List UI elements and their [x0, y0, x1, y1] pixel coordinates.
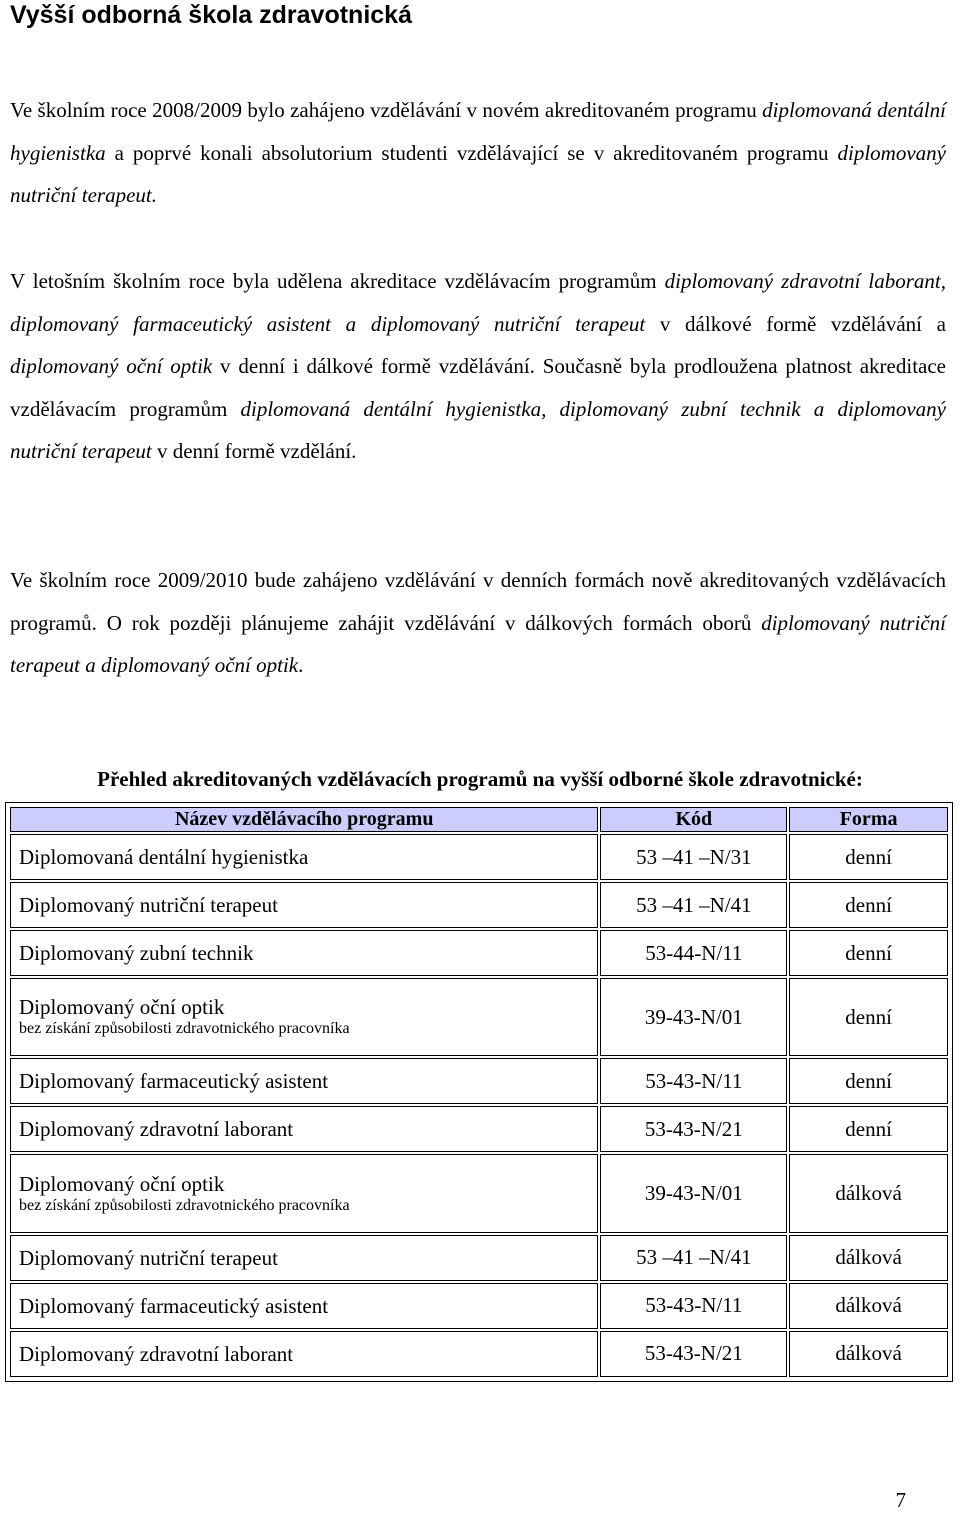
program-name-text: Diplomovaný zdravotní laborant	[19, 1117, 294, 1142]
program-name-text: Diplomovaný oční optik	[19, 1171, 225, 1196]
paragraph-2-text-c: v dálkové formě vzdělávání a	[645, 311, 946, 336]
program-code: 39-43-N/01	[600, 978, 787, 1056]
table-row	[10, 1331, 948, 1377]
table-row	[10, 978, 948, 1056]
table-row	[10, 834, 948, 880]
program-form: dálková	[789, 1331, 948, 1377]
program-name	[10, 1106, 598, 1152]
program-name-text: Diplomovaný oční optik	[19, 995, 225, 1020]
program-form: denní	[789, 1058, 948, 1104]
program-code: 53-43-N/21	[600, 1331, 787, 1377]
paragraph-3-text-a: Ve školním roce 2009/2010 bude zahájeno vzdělávání v denních formách nově akreditovaných vzdělávacích programů. O rok později plánujeme zahájit vzdělávání v dálkových formách oborů	[10, 568, 946, 635]
paragraph-2-italic-d: diplomovaný oční optik	[10, 354, 213, 378]
table-row	[10, 1154, 948, 1232]
program-name-text: Diplomovaný zubní technik	[19, 941, 254, 966]
program-code: 53-43-N/21	[600, 1106, 787, 1152]
program-code: 53 –41 –N/41	[600, 882, 787, 928]
program-code: 53 –41 –N/41	[600, 1235, 787, 1281]
paragraph-2-italic-b: diplomovaný zdravotní laborant, diplomovaný farmaceutický asistent a diplomovaný nutriční terapeut	[10, 269, 947, 336]
table-row	[10, 882, 948, 928]
program-name	[10, 1154, 598, 1232]
program-name-text: Diplomovaný nutriční terapeut	[19, 1245, 278, 1270]
paragraph-1-italic-d: diplomovaný nutriční terapeut.	[10, 140, 946, 207]
page-heading: Vyšší odborná škola zdravotnická	[10, 1, 412, 29]
table-row	[10, 1058, 948, 1104]
paragraph-1-text-a: Ve školním roce 2008/2009 bylo zahájeno vzdělávání v novém akreditovaném programu	[10, 98, 763, 122]
program-form: denní	[789, 930, 948, 976]
table-row	[10, 1235, 948, 1281]
table-header-row	[10, 807, 948, 832]
program-form: denní	[789, 834, 948, 880]
program-name	[10, 978, 598, 1056]
program-name	[10, 882, 598, 928]
paragraph-3	[10, 559, 946, 687]
program-code: 53-43-N/11	[600, 1283, 787, 1329]
page-number: 7	[895, 1488, 906, 1512]
program-name	[10, 1058, 598, 1104]
program-form: dálková	[789, 1235, 948, 1281]
program-name	[10, 1235, 598, 1281]
program-note: bez získání způsobilosti zdravotnického pracovníka	[19, 1196, 350, 1214]
program-name	[10, 834, 598, 880]
table-title: Přehled akreditovaných vzdělávacích programů na vyšší odborné škole zdravotnické:	[97, 767, 863, 791]
program-name	[10, 1331, 598, 1377]
paragraph-1-italic-b: diplomovaná dentální hygienistka	[10, 98, 946, 165]
program-name-text: Diplomovaný nutriční terapeut	[19, 893, 278, 918]
table-body	[10, 834, 948, 1377]
paragraph-2-text-a: V letošním školním roce byla udělena akreditace vzdělávacím programům	[10, 269, 665, 293]
program-code: 53-44-N/11	[600, 930, 787, 976]
program-code: 53-43-N/11	[600, 1058, 787, 1104]
program-code: 39-43-N/01	[600, 1154, 787, 1232]
program-form: dálková	[789, 1283, 948, 1329]
table-row	[10, 1283, 948, 1329]
paragraph-1	[10, 89, 946, 217]
program-form: denní	[789, 1106, 948, 1152]
paragraph-2	[10, 260, 946, 473]
program-name-text: Diplomovaná dentální hygienistka	[19, 845, 309, 869]
program-name-text: Diplomovaný farmaceutický asistent	[19, 1069, 329, 1094]
program-code: 53 –41 –N/31	[600, 834, 787, 880]
program-name-text: Diplomovaný farmaceutický asistent	[19, 1293, 329, 1318]
paragraph-2-text-g: v denní formě vzdělání.	[151, 439, 357, 463]
header-code: Kód	[600, 807, 787, 832]
programs-table	[5, 802, 953, 1382]
table-row	[10, 930, 948, 976]
program-name	[10, 1283, 598, 1329]
program-name	[10, 930, 598, 976]
paragraph-2-italic-f: diplomovaná dentální hygienistka, diplomovaný zubní technik a diplomovaný nutriční terapeut	[10, 396, 946, 463]
header-name: Název vzdělávacího programu	[10, 807, 598, 832]
paragraph-3-italic-b: diplomovaný nutriční terapeut a diplomovaný oční optik	[10, 610, 946, 677]
table-row	[10, 1106, 948, 1152]
program-form: dálková	[789, 1154, 948, 1232]
header-form: Forma	[789, 807, 948, 832]
program-note: bez získání způsobilosti zdravotnického pracovníka	[19, 1020, 350, 1038]
paragraph-2-text-e: v denní i dálkové formě vzdělávání. Současně byla prodloužena platnost akreditace vzdělávacím programům	[10, 354, 946, 421]
program-name-text: Diplomovaný zdravotní laborant	[19, 1341, 294, 1366]
paragraph-1-text-c: a poprvé konali absolutorium studenti vzdělávající se v akreditovaném programu	[105, 140, 838, 165]
paragraph-3-text-c: .	[298, 653, 304, 677]
program-form: denní	[789, 882, 948, 928]
program-form: denní	[789, 978, 948, 1056]
